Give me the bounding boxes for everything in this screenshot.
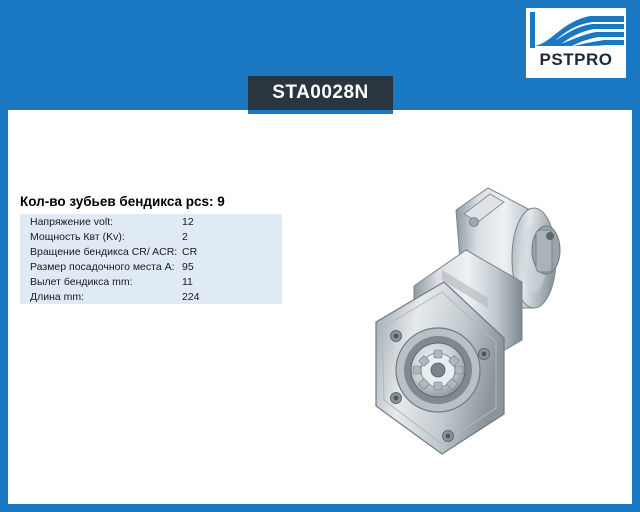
- brand-logo: [524, 6, 628, 80]
- spec-label: Мощность Квт (Kv):: [30, 230, 125, 243]
- spec-label: Вращение бендикса CR/ ACR:: [30, 245, 178, 258]
- spec-value: 11: [182, 275, 193, 288]
- starter-motor-photo: [338, 158, 608, 458]
- spec-label: Вылет бендикса mm:: [30, 275, 133, 288]
- part-number-plate: [248, 76, 393, 110]
- teeth-count-label: Кол-во зубьев бендикса pcs: 9: [20, 194, 225, 209]
- table-row: [20, 289, 282, 304]
- spec-value: 95: [182, 260, 194, 273]
- road-stripes-icon: [530, 12, 626, 48]
- table-row: [20, 259, 282, 274]
- brand-logo-text: PSTPRO: [539, 50, 613, 69]
- spec-label: Размер посадочного места A:: [30, 260, 175, 273]
- content-area: [8, 118, 632, 504]
- spec-value: 12: [182, 215, 194, 228]
- part-number-text: STA0028N: [272, 82, 369, 103]
- table-row: [20, 274, 282, 289]
- table-row: [20, 229, 282, 244]
- frame-left-border: [0, 0, 8, 512]
- header-notch-left: [8, 110, 248, 118]
- table-row: [20, 214, 282, 229]
- specifications-table: [20, 214, 282, 304]
- table-row: [20, 244, 282, 259]
- spec-value: 224: [182, 290, 200, 303]
- spec-value: 2: [182, 230, 188, 243]
- spec-value: CR: [182, 245, 198, 258]
- header-notch-right: [393, 110, 632, 118]
- spec-label: Напряжение volt:: [30, 215, 114, 228]
- frame-bottom-border: [0, 504, 640, 512]
- frame-right-border: [632, 0, 640, 512]
- spec-label: Длина mm:: [30, 290, 85, 303]
